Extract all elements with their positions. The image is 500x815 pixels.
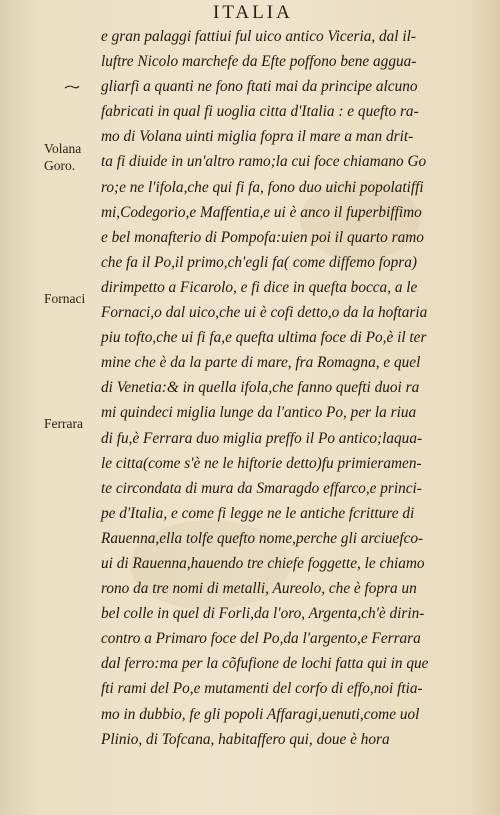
text-line: fti rami del Po,e mutamenti del corfo di effo,noi ftia-	[101, 680, 423, 698]
marginal-note-volana: Volana	[44, 141, 82, 156]
text-line: rono da tre nomi di metalli, Aureolo, che è fopra un	[101, 580, 417, 598]
text-line: piu tofto,che ui fi fa,e quefta ultima foce di Po,è il ter	[101, 329, 427, 347]
text-line: dal ferro:ma per la cõfufione de lochi fatta qui in que	[101, 655, 429, 673]
text-line: te circondata di mura da Smaragdo effarco,e princi-	[101, 479, 422, 497]
text-line: luftre Nicolo marchefe da Efte poffono bene aggua-	[101, 53, 417, 71]
marginal-note-ferrara: Ferrara	[44, 416, 83, 431]
text-line: gliarfi a quanti ne fono ftati mai da principe alcuno	[101, 78, 418, 96]
text-line: mine che è da la parte di mare, fra Romagna, e quel	[101, 354, 421, 372]
text-line: ta fi diuide in un'altro ramo;la cui foce chiamano Go	[101, 153, 427, 171]
page-header: ITALIA	[213, 2, 293, 23]
text-line: che fa il Po,il primo,ch'egli fa( come diffemo fopra)	[101, 253, 417, 271]
text-line: mi quindeci miglia lunge da l'antico Po, per la riua	[101, 404, 417, 422]
text-line: di fu,è Ferrara duo miglia preffo il Po antico;laqua-	[101, 429, 423, 447]
marginal-note-goro: Goro.	[44, 158, 76, 173]
text-line: contro a Primaro foce del Po,da l'argento,e Ferrara	[101, 630, 421, 648]
text-line: di Venetia:& in quella ifola,che fanno quefti duoi ra	[101, 379, 420, 397]
text-line: le citta(come s'è ne le hiftorie detto)fu primieramen-	[101, 454, 422, 472]
text-line: mo in dubbio, fe gli popoli Affaragi,uenuti,come uol	[101, 705, 420, 723]
marginal-note-fornaci: Fornaci	[44, 291, 86, 306]
text-line: bel colle in quel di Forli,da l'oro, Argenta,ch'è dirin-	[101, 605, 425, 623]
text-line: e bel monafterio di Pompofa:uien poi il quarto ramo	[101, 228, 424, 246]
text-line: Plinio, di Tofcana, habitaffero qui, doue è hora	[101, 730, 390, 748]
text-line: ui di Rauenna,hauendo tre chiefe foggette, le chiamo	[101, 554, 425, 572]
text-line: e gran palaggi fattiui ful uico antico Viceria, dal il-	[101, 28, 416, 45]
body-text	[101, 24, 471, 752]
text-line: mi,Codegorio,e Maffentia,e ui è anco il fuperbiffimo	[101, 203, 422, 221]
text-line: mo di Volana uinti miglia fopra il mare a man drit-	[101, 128, 414, 146]
text-line: Rauenna,ella tolfe quefto nome,perche gli arciuefco-	[101, 529, 424, 547]
ink-mark-icon	[64, 84, 80, 90]
text-line: dirimpetto a Ficarolo, e fi dice in quefta bocca, a le	[101, 278, 418, 296]
text-line: ro;e ne l'ifola,che qui fi fa, fono duo uichi popolatiffi	[101, 178, 424, 196]
text-line: Fornaci,o dal uico,che ui è cofi detto,o da la hoftaria	[101, 304, 428, 322]
text-line: fabricati in qual fi uoglia citta d'Italia : e quefto ra-	[101, 103, 419, 121]
text-line: pe d'Italia, e come fi legge ne le antiche fcritture di	[101, 504, 415, 522]
